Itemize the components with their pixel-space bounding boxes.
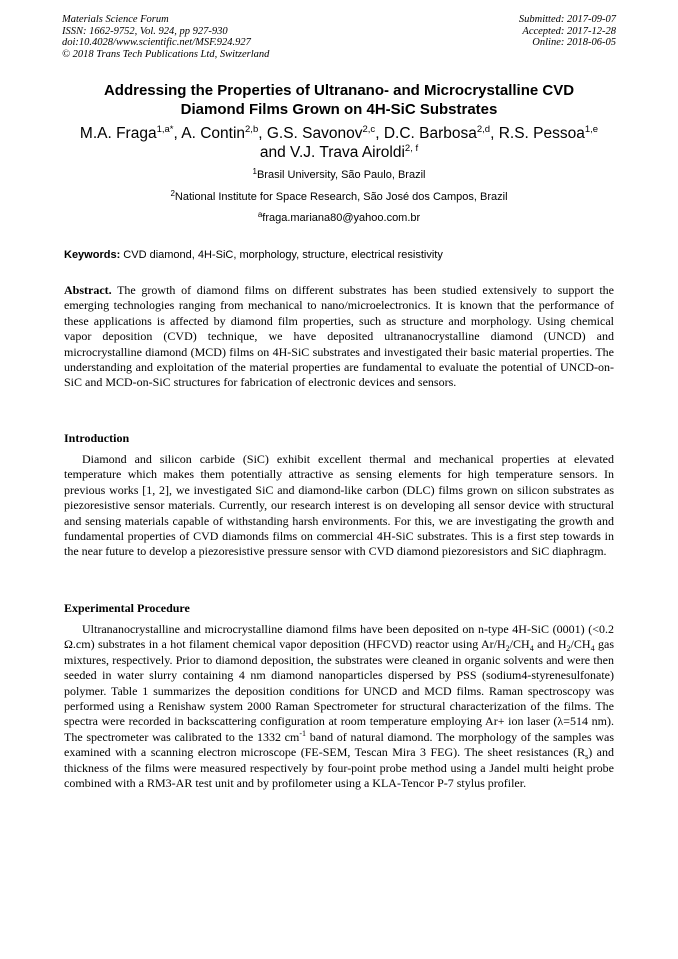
submitted-date: Submitted: 2017-09-07	[518, 14, 616, 25]
author-separator: ,	[258, 125, 267, 142]
author-affil-marker: 1,e	[584, 124, 599, 135]
text-run: Ultrananocrystalline and microcrystalline diamond films have been deposited on n-type 4H-SiC (0001) (<0.2 Ω.cm) substrates in a hot filament chemical vapor deposition (HFCVD) reactor using Ar/H	[64, 622, 614, 652]
title-line-1: Addressing the Properties of Ultranano- and Microcrystalline CVD	[103, 82, 575, 99]
affiliation-text: National Institute for Space Research, São José dos Campos, Brazil	[174, 191, 508, 203]
subscript: 4	[529, 644, 534, 654]
author-affil-marker: 2, f	[404, 143, 419, 154]
title-line-2: Diamond Films Grown on 4H-SiC Substrates	[180, 100, 498, 118]
author-affil-marker: 2,b	[245, 124, 259, 135]
author-name: D.C. Barbosa	[383, 125, 477, 142]
experimental-heading: Experimental Procedure	[64, 601, 190, 615]
experimental-text	[64, 622, 614, 791]
affiliation-2	[62, 190, 616, 204]
email-text: fraga.mariana80@yahoo.com.br	[262, 212, 421, 224]
subscript: 2	[566, 644, 571, 654]
author-name: G.S. Savonov	[266, 125, 363, 142]
subscript: s	[585, 752, 589, 762]
abstract-label: Abstract.	[64, 283, 112, 297]
text-run: /CH	[509, 637, 530, 652]
affiliation-1	[62, 168, 616, 182]
email-marker: a	[257, 210, 263, 219]
text-run: ) and thickness of the films were measured respectively by four-point probe method using a Jandel multi height probe combined with a RM3-AR test unit and by profilometer using a KLA-Tencor P-7 stylus profiler.	[64, 745, 615, 791]
superscript: -1	[299, 728, 307, 738]
author-name: and V.J. Trava Airoldi	[259, 144, 405, 161]
author-separator: ,	[375, 125, 384, 142]
author-separator: ,	[173, 125, 182, 142]
issn-line: ISSN: 1662-9752, Vol. 924, pp 927-930	[62, 25, 228, 37]
affiliation-text: Brasil University, São Paulo, Brazil	[256, 169, 426, 181]
keywords-label: Keywords:	[64, 249, 121, 261]
doi-line: doi:10.4028/www.scientific.net/MSF.924.927	[62, 37, 251, 49]
journal-name: Materials Science Forum	[62, 14, 169, 25]
abstract	[64, 283, 614, 391]
author-affil-marker: 2,c	[362, 124, 376, 135]
date-info	[519, 14, 616, 49]
subscript: 2	[505, 644, 510, 654]
text-run: band of natural diamond. The morphology of the samples was examined with a scanning electron microscope (FE-SEM, Tescan Mira 3 FEG). The sheet resistances (R	[64, 729, 615, 760]
accepted-date: Accepted: 2017-12-28	[522, 25, 616, 37]
copyright-line: © 2018 Trans Tech Publications Ltd, Switzerland	[62, 48, 270, 60]
author-list	[62, 124, 616, 162]
journal-info	[62, 14, 269, 60]
paper-title	[62, 82, 616, 119]
abstract-text: The growth of diamond films on different substrates has been studied extensively to support the emerging technologies ranging from mechanical to nano/microelectronics. It is known that the performance of these applications is affected by diamond film properties, such as structure and morphology. Using chemical vapor deposition (CVD) technique, we have deposited ultrananocrystalline diamond (UNCD) and microcrystalline diamond (MCD) films on 4H-SiC substrates and investigated their basic material properties. The understanding and exploitation of the material properties are fundamental to evaluate the potential of UNCD-on-SiC and MCD-on-SiC structures for fabrication of electronic devices and sensors.	[64, 283, 614, 390]
author-affil-marker: 1,a*	[156, 124, 174, 135]
introduction-text: Diamond and silicon carbide (SiC) exhibit excellent thermal and mechanical properties at elevated temperature which makes them potentially attractive as sensing elements for high temperature sensors. In previous works [1, 2], we investigated SiC and diamond-like carbon (DLC) films grown on silicon substrates as piezoresistive sensor materials. Currently, our research interest is on developing all sensor device with structural and sensing materials capable of withstanding harsh environments. For this, we are investigating the growth and fundamental properties of CVD diamonds films on commercial 4H-SiC substrates. This is a first step towards in the near future to develop a piezoresistive pressure sensor with CVD diamond piezoresistors and SiC diaphragm.	[64, 452, 614, 559]
keywords	[64, 248, 616, 262]
online-date: Online: 2018-06-05	[532, 37, 616, 49]
text-run: gas mixtures, respectively. Prior to diamond deposition, the substrates were cleaned in organic solvents and were then seeded in water slurry containing 4 nm diamond nanoparticles dispersed by PSS (sodium4-styrenesulfonate) polymer. Table 1 summarizes the deposition conditions for UNCD and MCD films. Raman spectroscopy was performed using a Renishaw system 2000 Raman Spectrometer for structural characterization of the films. The spectra were recorded in backscattering configuration at room temperature employing Ar+ ion laser (λ=514 nm). The spectrometer was calibrated to the 1332 cm	[64, 637, 614, 744]
subscript: 4	[590, 644, 595, 654]
corresponding-email	[62, 211, 616, 225]
author-name: R.S. Pessoa	[498, 125, 585, 142]
affiliation-marker: 2	[170, 189, 175, 198]
keywords-text: CVD diamond, 4H-SiC, morphology, structure, electrical resistivity	[120, 249, 443, 261]
affiliation-marker: 1	[252, 167, 257, 176]
text-run: /CH	[570, 637, 591, 652]
introduction-heading: Introduction	[64, 431, 130, 445]
author-name: A. Contin	[181, 125, 246, 142]
author-separator: ,	[490, 125, 499, 142]
author-affil-marker: 2,d	[476, 124, 491, 135]
author-name: M.A. Fraga	[79, 125, 157, 142]
text-run: and H	[533, 637, 567, 652]
